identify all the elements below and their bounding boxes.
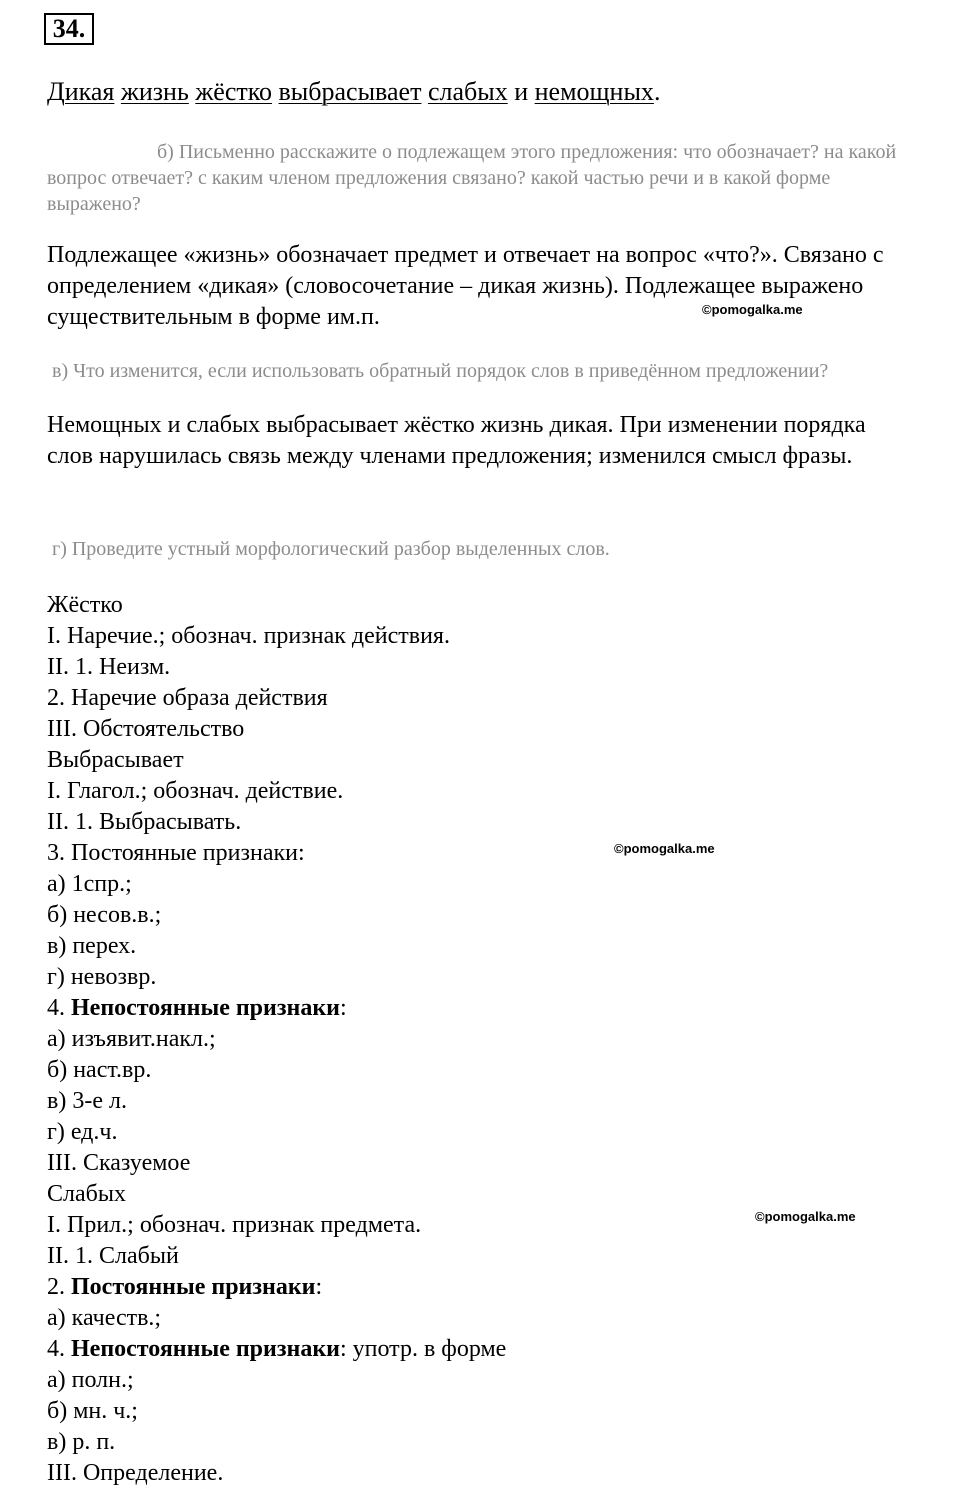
- sentence-word: слабых: [427, 77, 508, 106]
- morphology-text: III. Определение.: [47, 1460, 224, 1486]
- sentence-word: жизнь: [120, 77, 189, 106]
- morphology-text: г) ед.ч.: [47, 1119, 118, 1145]
- morphology-text: 2. Наречие образа действия: [47, 685, 328, 711]
- morphology-line: [47, 1148, 506, 1179]
- sentence-word: жёстко: [195, 77, 273, 106]
- morphology-text: I. Глагол.; обознач. действие.: [47, 778, 344, 804]
- morphology-line: [47, 1303, 506, 1334]
- morphology-line: [47, 1396, 506, 1427]
- morphology-text: в) перех.: [47, 933, 137, 959]
- morphology-line: [47, 869, 506, 900]
- morphology-text: в) р. п.: [47, 1429, 116, 1455]
- morphology-text: а) полн.;: [47, 1367, 134, 1393]
- morphology-line: [47, 1117, 506, 1148]
- morphology-analysis: [47, 590, 506, 1489]
- task-number: 34.: [44, 13, 94, 45]
- morphology-line: [47, 714, 506, 745]
- morphology-text: :: [315, 1274, 323, 1300]
- morphology-text: III. Сказуемое: [47, 1150, 191, 1176]
- morphology-line: [47, 931, 506, 962]
- morphology-text: г) невозвр.: [47, 964, 157, 990]
- morphology-line: [47, 1427, 506, 1458]
- morphology-line: [47, 1179, 506, 1210]
- morphology-text: Жёстко: [47, 592, 123, 618]
- question-g: г) Проведите устный морфологический разбор выделенных слов.: [52, 538, 610, 560]
- watermark: ©pomogalka.me: [755, 1209, 856, 1224]
- morphology-text: Выбрасывает: [47, 747, 184, 773]
- answer-b: Подлежащее «жизнь» обозначает предмет и отвечает на вопрос «что?». Связано с определением «дикая» (словосочетание – дикая жизнь). Подлежащее выражено существительным в форме им.п.: [47, 242, 884, 330]
- morphology-line: [47, 590, 506, 621]
- question-v: в) Что изменится, если использовать обратный порядок слов в приведённом предложении?: [52, 360, 829, 382]
- morphology-text: I. Прил.; обознач. признак предмета.: [47, 1212, 422, 1238]
- morphology-line: [47, 1086, 506, 1117]
- sentence-separator: и: [507, 77, 535, 106]
- watermark: ©pomogalka.me: [702, 302, 803, 317]
- morphology-text: 4.: [47, 1336, 71, 1362]
- morphology-text: Слабых: [47, 1181, 126, 1207]
- morphology-text: II. 1. Слабый: [47, 1243, 179, 1269]
- morphology-text: III. Обстоятельство: [47, 716, 245, 742]
- morphology-line: [47, 1272, 506, 1303]
- morphology-text: а) изъявит.накл.;: [47, 1026, 216, 1052]
- morphology-line: [47, 776, 506, 807]
- morphology-line: [47, 1055, 506, 1086]
- morphology-line: [47, 1241, 506, 1272]
- morphology-line: [47, 1365, 506, 1396]
- morphology-line: [47, 1210, 506, 1241]
- morphology-line: [47, 1458, 506, 1489]
- morphology-text: б) несов.в.;: [47, 902, 162, 928]
- morphology-bold-text: Непостоянные признаки: [71, 995, 340, 1021]
- morphology-line: [47, 1024, 506, 1055]
- sentence-word: Дикая: [47, 77, 115, 106]
- morphology-text: 4.: [47, 995, 71, 1021]
- question-b: б) Письменно расскажите о подлежащем этого предложения: что обозначает? на какой вопрос отвечает? с каким членом предложения связано? какой частью речи и в какой форме выражено?: [47, 141, 897, 215]
- morphology-line: [47, 652, 506, 683]
- morphology-bold-text: Непостоянные признаки: [71, 1336, 340, 1362]
- answer-v: Немощных и слабых выбрасывает жёстко жизнь дикая. При изменении порядка слов нарушилась связь между членами предложения; изменился смысл фразы.: [47, 412, 866, 469]
- morphology-text: б) наст.вр.: [47, 1057, 152, 1083]
- morphology-line: [47, 993, 506, 1024]
- morphology-text: II. 1. Неизм.: [47, 654, 171, 680]
- morphology-text: : употр. в форме: [339, 1336, 507, 1362]
- morphology-line: [47, 838, 506, 869]
- morphology-text: 3. Постоянные признаки:: [47, 840, 305, 866]
- morphology-text: 2.: [47, 1274, 71, 1300]
- watermark: ©pomogalka.me: [614, 841, 715, 856]
- morphology-text: II. 1. Выбрасывать.: [47, 809, 242, 835]
- morphology-bold-text: Постоянные признаки: [71, 1274, 316, 1300]
- morphology-line: [47, 962, 506, 993]
- sentence-word: немощных: [534, 77, 654, 106]
- sentence-separator: .: [653, 77, 661, 106]
- sentence-word: выбрасывает: [278, 77, 422, 106]
- morphology-line: [47, 683, 506, 714]
- morphology-line: [47, 807, 506, 838]
- morphology-line: [47, 900, 506, 931]
- morphology-text: в) 3-е л.: [47, 1088, 127, 1114]
- morphology-text: а) 1спр.;: [47, 871, 132, 897]
- morphology-text: а) качеств.;: [47, 1305, 162, 1331]
- morphology-text: б) мн. ч.;: [47, 1398, 138, 1424]
- morphology-text: :: [339, 995, 347, 1021]
- morphology-text: I. Наречие.; обознач. признак действия.: [47, 623, 450, 649]
- example-sentence: [47, 76, 660, 108]
- morphology-line: [47, 745, 506, 776]
- morphology-line: [47, 621, 506, 652]
- morphology-line: [47, 1334, 506, 1365]
